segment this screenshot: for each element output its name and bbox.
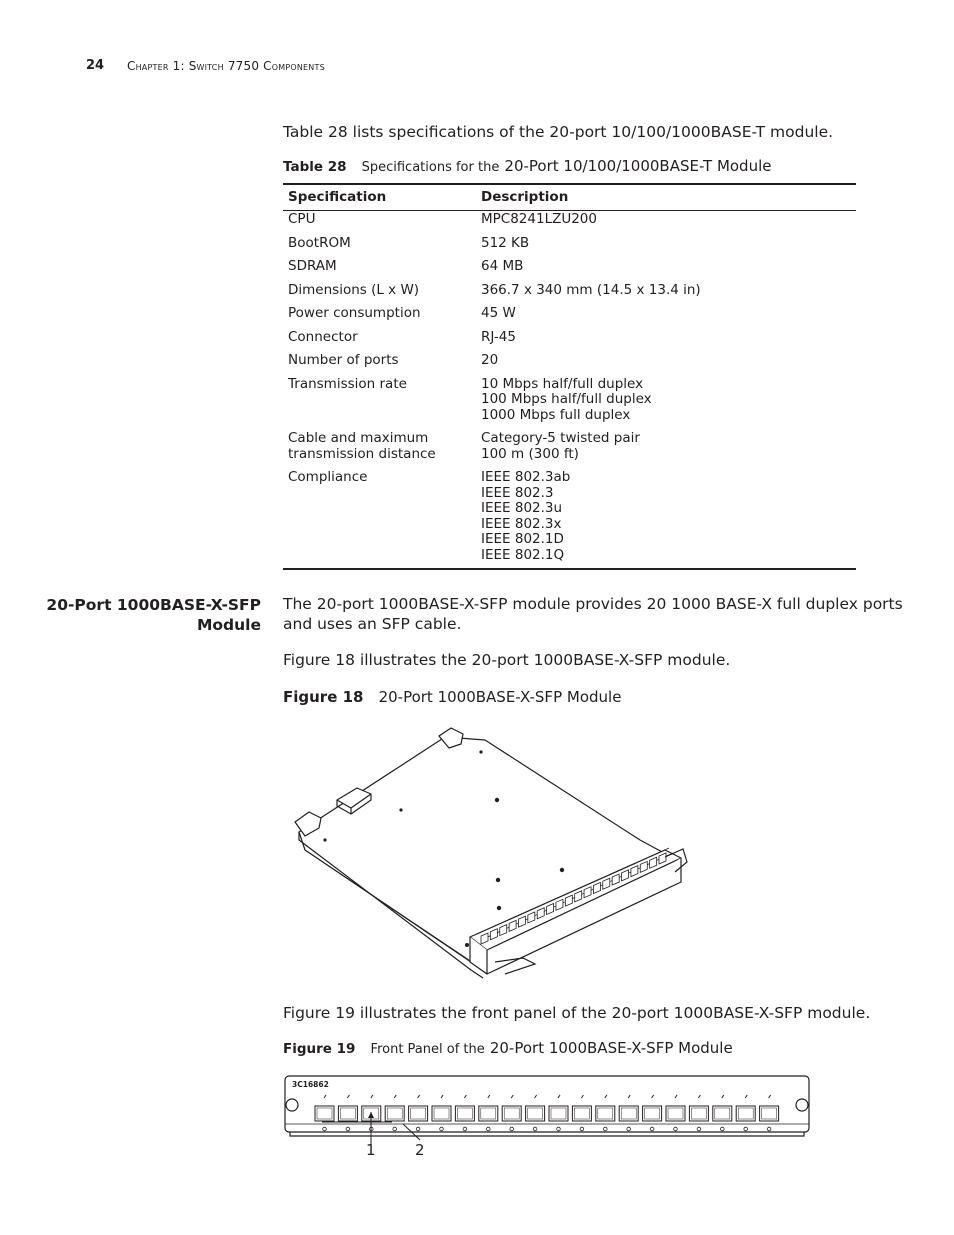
description-text: 10 Mbps half/full duplex — [481, 375, 644, 392]
section-heading-line2: Module — [196, 616, 261, 634]
callout-2: 2 — [415, 1141, 425, 1159]
column-header-specification: Specification — [288, 189, 387, 205]
specification-text: CPU — [288, 211, 316, 227]
board-screw — [465, 943, 469, 947]
specification-text: Connector — [288, 328, 358, 345]
specification-text: Cable and maximum — [288, 430, 429, 446]
figure18-title: 20-Port 1000BASE-X-SFP Module — [378, 688, 622, 706]
table-cell-specification — [288, 283, 419, 299]
panel-model-label: 3C16862 — [292, 1080, 329, 1089]
description-text: 100 m (300 ft) — [481, 445, 579, 462]
table-label: Table 28 — [283, 159, 347, 175]
table-bottom-rule — [283, 568, 856, 570]
specification-text: BootROM — [288, 234, 351, 251]
table-cell-specification — [288, 353, 399, 369]
description-text: 20 — [481, 352, 499, 368]
figure19-caption-prefix: Front Panel of the — [370, 1042, 485, 1057]
figure18-module-illustration — [285, 722, 695, 987]
table-top-rule — [283, 183, 856, 185]
specification-text: Number of ports — [288, 352, 399, 368]
table-cell-specification — [288, 470, 367, 486]
figure19-label: Figure 19 — [283, 1041, 356, 1057]
description-text: IEEE 802.3x — [481, 515, 562, 532]
table-cell-specification — [288, 431, 436, 462]
callout-1: 1 — [366, 1141, 376, 1159]
section-paragraph-1 — [283, 594, 903, 634]
table-cell-description — [481, 431, 640, 462]
table-caption-rest: 20-Port 10/100/1000BASE-T Module — [504, 157, 772, 175]
table-cell-description — [481, 470, 570, 563]
specification-text: Compliance — [288, 469, 368, 485]
table-cell-specification — [288, 306, 421, 322]
column-header-description: Description — [481, 189, 569, 205]
table-cell-description — [481, 306, 516, 322]
table-caption — [283, 156, 772, 175]
figure19-front-panel-illustration — [282, 1072, 814, 1162]
description-text: 1000 Mbps full duplex — [481, 406, 631, 423]
table-cell-specification — [288, 212, 315, 228]
page-number: 24 — [86, 58, 105, 73]
section-paragraph-1-line1: The 20-port 1000BASE-X-SFP module provides 20 1000 BASE-X full duplex ports — [283, 595, 903, 613]
figure19-caption — [283, 1038, 733, 1057]
rear-connector — [337, 788, 371, 808]
board-screw — [497, 906, 501, 910]
section-paragraph-2: Figure 18 illustrates the 20-port 1000BASE-X-SFP module. — [283, 651, 731, 669]
description-text: 512 KB — [481, 234, 530, 251]
specification-text: transmission distance — [288, 445, 436, 462]
table-cell-specification — [288, 236, 351, 252]
table-cell-specification — [288, 330, 358, 346]
description-text: IEEE 802.3 — [481, 484, 554, 501]
description-text: 100 Mbps half/full duplex — [481, 391, 652, 407]
figure19-intro-text: Figure 19 illustrates the front panel of the 20-port 1000BASE-X-SFP module. — [283, 1004, 871, 1022]
description-text: IEEE 802.1D — [481, 531, 564, 547]
description-text: IEEE 802.3u — [481, 500, 563, 516]
table-cell-description — [481, 330, 516, 346]
description-text: 64 MB — [481, 258, 524, 274]
description-text: 366.7 x 340 mm (14.5 x 13.4 in) — [481, 281, 701, 298]
specification-text: Dimensions (L x W) — [288, 281, 420, 298]
specification-text: SDRAM — [288, 258, 337, 274]
board-screw — [495, 798, 499, 802]
table-cell-specification — [288, 259, 337, 275]
description-text: IEEE 802.3ab — [481, 469, 571, 485]
description-text: Category-5 twisted pair — [481, 430, 640, 446]
table-cell-description — [481, 353, 498, 369]
specification-text: Transmission rate — [288, 375, 407, 392]
section-paragraph-1-line2: and uses an SFP cable. — [283, 615, 462, 633]
latch-rear-right — [439, 728, 463, 748]
panel-outline — [285, 1076, 809, 1132]
description-text: 45 W — [481, 305, 516, 321]
specification-text: Power consumption — [288, 305, 421, 321]
description-text: MPC8241LZU200 — [481, 211, 597, 227]
board-screw — [323, 838, 326, 841]
figure18-label: Figure 18 — [283, 688, 364, 706]
table-caption-prefix: Specifications for the — [361, 160, 500, 175]
description-text: RJ-45 — [481, 328, 516, 345]
table-cell-description — [481, 236, 529, 252]
board-screw — [479, 750, 482, 753]
section-heading — [46, 595, 261, 635]
table-cell-description — [481, 259, 523, 275]
intro-text: Table 28 lists specifications of the 20-port 10/100/1000BASE-T module. — [283, 123, 834, 141]
board-screw — [496, 878, 500, 882]
table-cell-description — [481, 212, 597, 228]
description-text: IEEE 802.1Q — [481, 546, 565, 563]
table-cell-description — [481, 377, 652, 424]
table-cell-description — [481, 283, 701, 299]
board-screw — [399, 808, 402, 811]
figure18-caption — [283, 687, 621, 706]
figure19-caption-rest: 20-Port 1000BASE-X-SFP Module — [489, 1039, 733, 1057]
table-cell-specification — [288, 377, 407, 393]
chapter-title: Chapter 1: Switch 7750 Components — [127, 59, 325, 73]
module-board-edge — [299, 832, 483, 978]
section-heading-line1: 20-Port 1000BASE-X-SFP — [46, 596, 261, 614]
board-screw — [560, 868, 564, 872]
